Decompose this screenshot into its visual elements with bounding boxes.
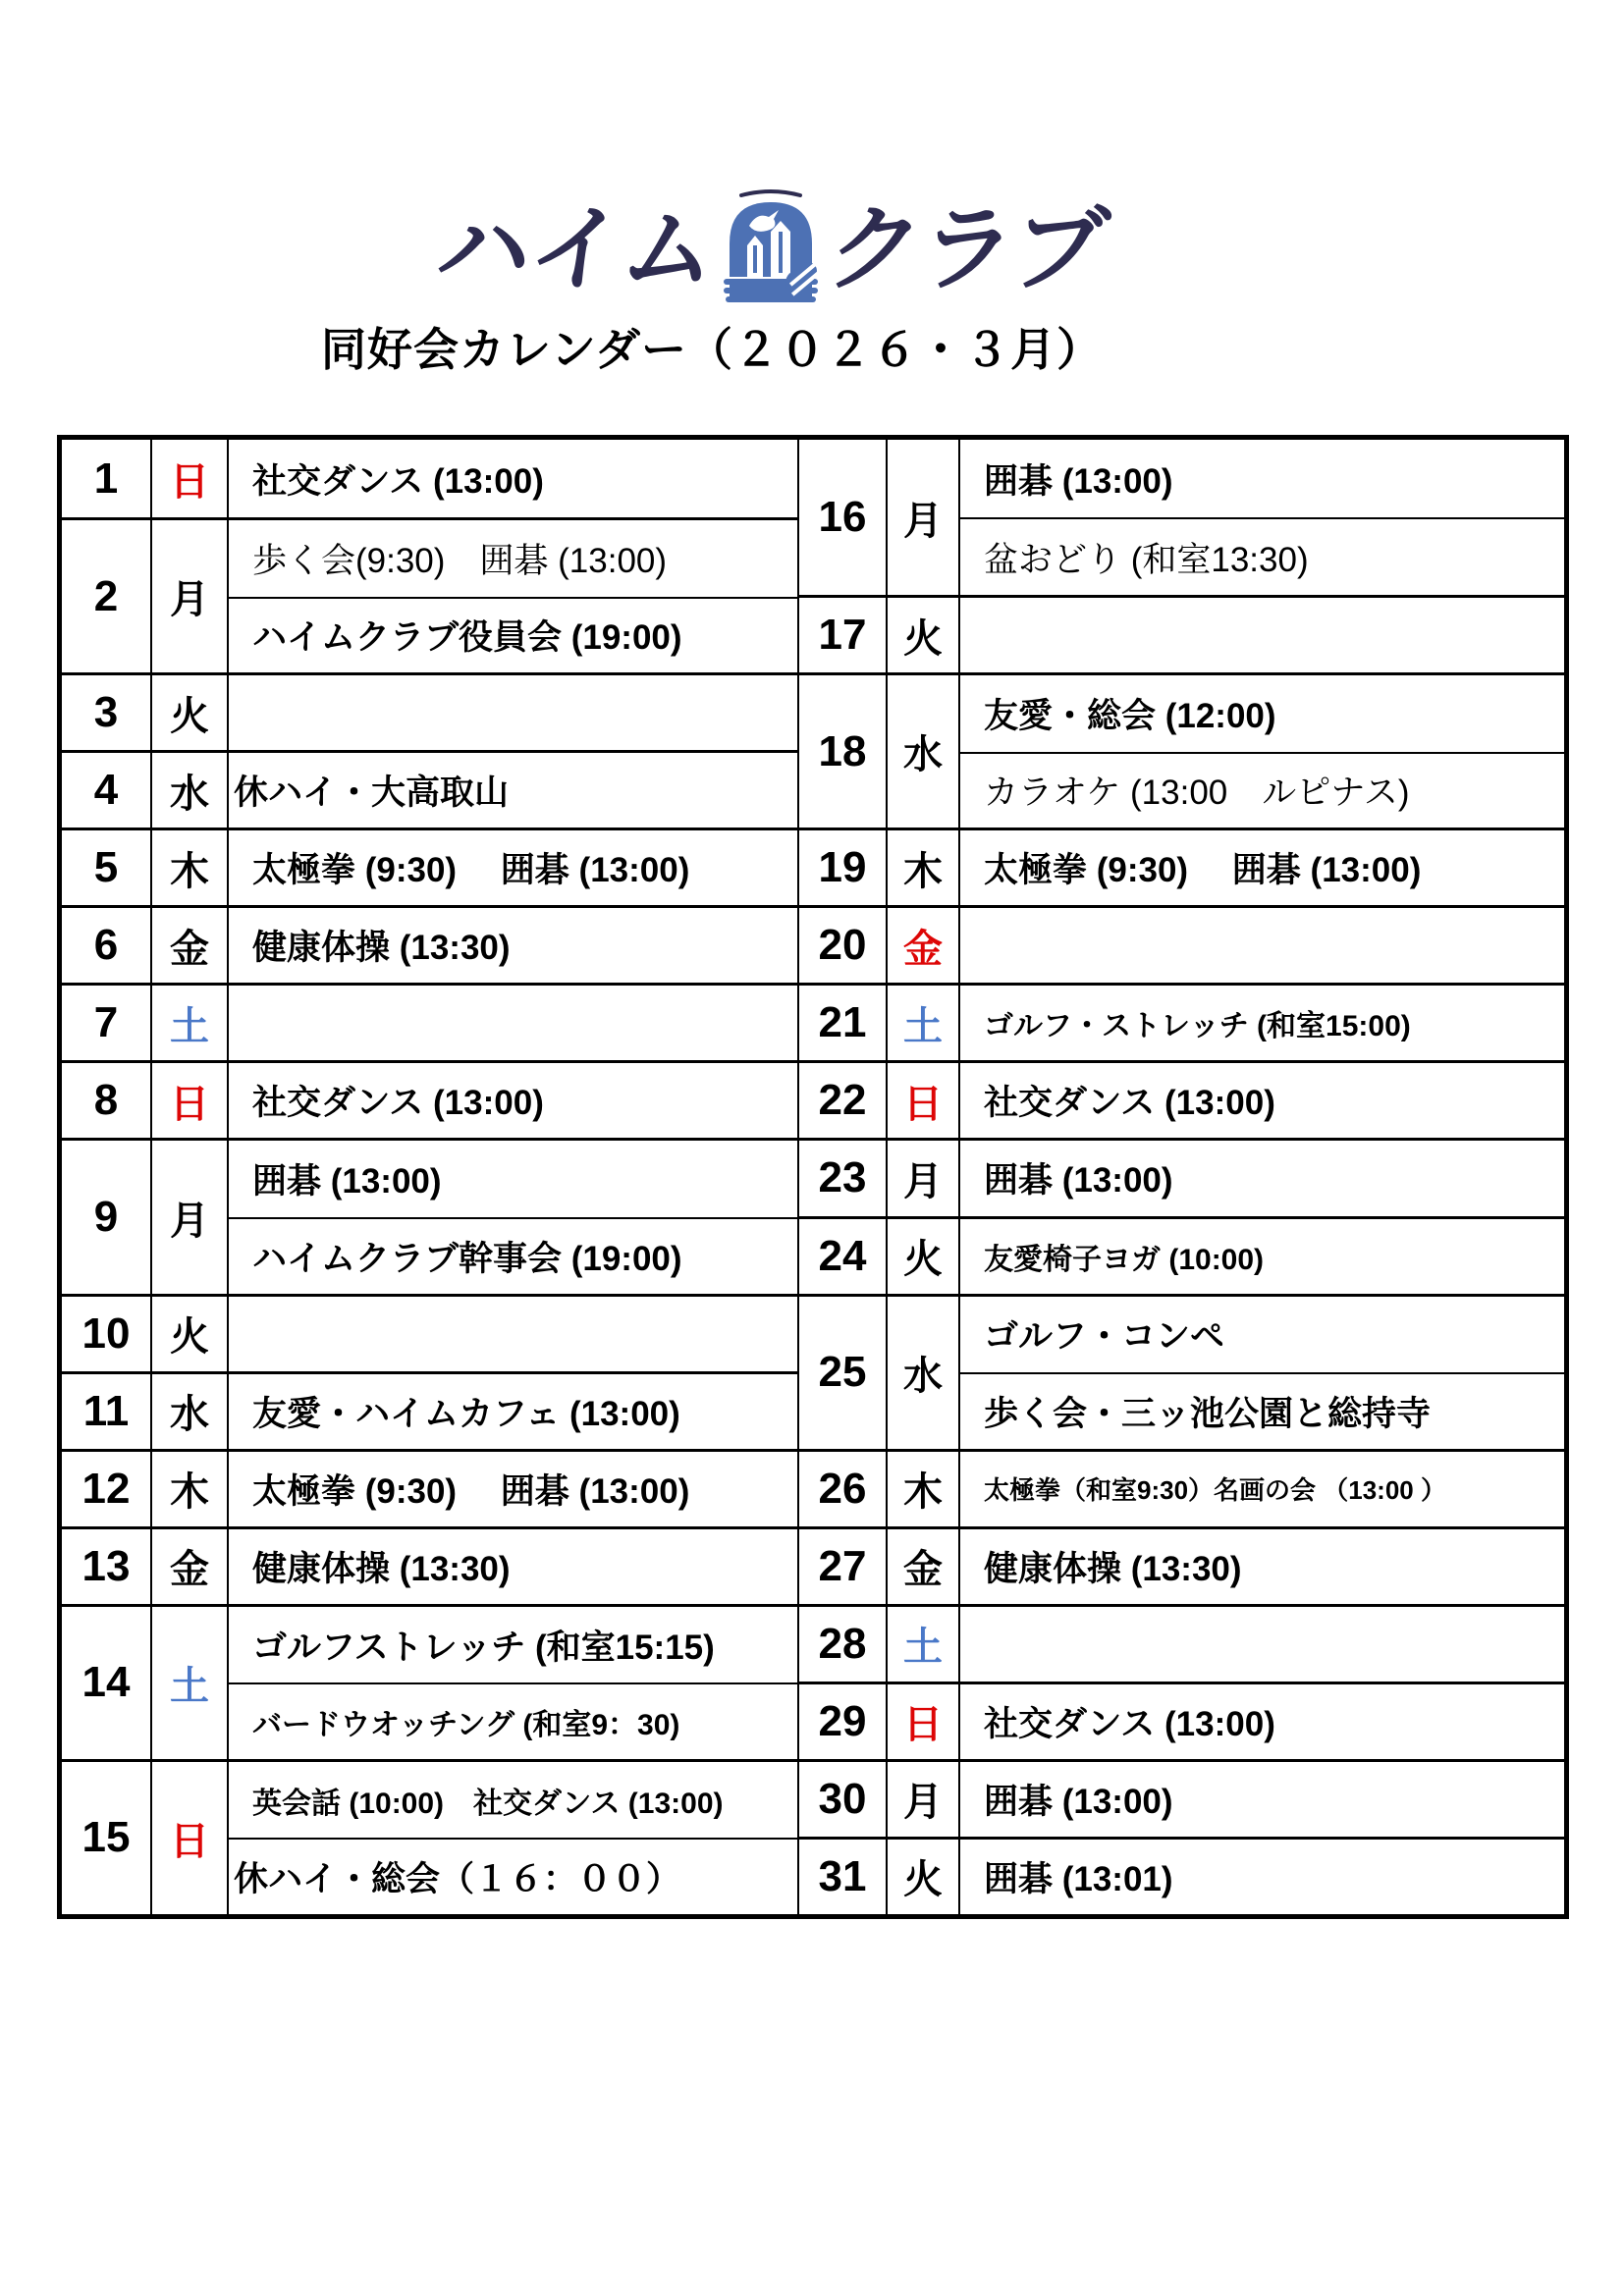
event-cell: 盆おどり (和室13:30): [960, 517, 1564, 595]
day-events: [229, 1141, 797, 1293]
day-row-8: [62, 1060, 797, 1138]
day-row-16: [799, 440, 1564, 595]
weekday-label: 日: [152, 440, 229, 517]
day-events: [229, 1529, 797, 1604]
weekday-label: 日: [888, 1063, 960, 1138]
day-number: 29: [799, 1684, 888, 1759]
day-number: 9: [62, 1141, 152, 1293]
day-number: 16: [799, 440, 888, 595]
heim-club-logo: [0, 188, 1542, 312]
day-events: [229, 440, 797, 517]
weekday-label: 月: [888, 1762, 960, 1837]
day-row-17: [799, 595, 1564, 672]
day-row-10: [62, 1294, 797, 1371]
event-cell-empty: [960, 1607, 1564, 1682]
day-events: [229, 908, 797, 983]
event-cell: 友愛・総会 (12:00): [984, 696, 1276, 735]
day-number: 5: [62, 830, 152, 905]
weekday-label: 木: [152, 1452, 229, 1526]
event-cell-empty: [229, 1297, 797, 1371]
weekday-label: 金: [152, 1529, 229, 1604]
day-number: 3: [62, 675, 152, 750]
event-cell: ゴルフ・コンペ: [984, 1317, 1225, 1357]
weekday-label: 金: [888, 1529, 960, 1604]
event-cell: 友愛・ハイムカフェ (13:00): [252, 1394, 680, 1433]
day-events: [960, 1529, 1564, 1604]
weekday-label: 火: [888, 1840, 960, 1914]
day-row-6: [62, 905, 797, 983]
weekday-label: 日: [888, 1684, 960, 1759]
day-events: [960, 1840, 1564, 1914]
event-cell: 囲碁 (13:00): [984, 1782, 1173, 1821]
day-row-30: [799, 1759, 1564, 1837]
event-cell: 太極拳 (9:30) 囲碁 (13:00): [252, 851, 690, 890]
event-cell: 健康体操 (13:30): [252, 929, 511, 968]
event-cell: 歩く会・三ッ池公園と総持寺: [960, 1372, 1564, 1449]
event-cell: 友愛椅子ヨガ (10:00): [984, 1243, 1265, 1276]
weekday-label: 火: [888, 598, 960, 672]
day-number: 24: [799, 1219, 888, 1294]
club-calendar-table: [57, 435, 1569, 1919]
day-number: 14: [62, 1607, 152, 1759]
weekday-label: 月: [888, 1141, 960, 1215]
day-number: 22: [799, 1063, 888, 1138]
logo-text-left: ハイム: [430, 197, 721, 302]
event-cell: 太極拳（和室9:30）名画の会 （13:00 ）: [984, 1475, 1446, 1506]
day-events: [960, 986, 1564, 1060]
day-number: 10: [62, 1297, 152, 1371]
day-row-3: [62, 672, 797, 750]
day-row-1: [62, 440, 797, 517]
event-cell: 太極拳 (9:30) 囲碁 (13:00): [984, 851, 1422, 890]
day-events: [229, 1607, 797, 1759]
day-row-2: [62, 517, 797, 672]
weekday-label: 木: [152, 830, 229, 905]
event-cell: 社交ダンス (13:00): [984, 1704, 1275, 1743]
day-row-23: [799, 1138, 1564, 1215]
day-row-9: [62, 1138, 797, 1293]
day-events: [229, 830, 797, 905]
day-number: 17: [799, 598, 888, 672]
day-events: [960, 1684, 1564, 1759]
heim-club-emblem-icon: [720, 188, 822, 312]
event-cell: カラオケ (13:00 ルピナス): [960, 752, 1564, 828]
day-events: [960, 1762, 1564, 1837]
day-events: [960, 1297, 1564, 1449]
weekday-label: 土: [152, 1607, 229, 1759]
day-number: 11: [62, 1374, 152, 1449]
day-events: [960, 598, 1564, 672]
day-number: 18: [799, 675, 888, 828]
day-row-29: [799, 1682, 1564, 1759]
day-number: 8: [62, 1063, 152, 1138]
event-cell: 囲碁 (13:01): [984, 1859, 1173, 1898]
event-cell-empty: [960, 598, 1564, 672]
day-row-4: [62, 750, 797, 828]
day-events: [960, 1452, 1564, 1526]
day-number: 28: [799, 1607, 888, 1682]
day-row-24: [799, 1216, 1564, 1294]
event-cell: 健康体操 (13:30): [252, 1549, 511, 1588]
day-row-12: [62, 1449, 797, 1526]
day-row-13: [62, 1526, 797, 1604]
day-events: [229, 1374, 797, 1449]
day-row-31: [799, 1837, 1564, 1914]
event-cell: 社交ダンス (13:00): [984, 1084, 1275, 1123]
weekday-label: 水: [152, 1374, 229, 1449]
weekday-label: 水: [888, 1297, 960, 1449]
page-title: 同好会カレンダー（２０２６・３月）: [320, 324, 1103, 375]
day-number: 26: [799, 1452, 888, 1526]
event-cell: 囲碁 (13:00): [984, 1161, 1173, 1201]
day-row-21: [799, 983, 1564, 1060]
calendar-right-half: [799, 440, 1564, 1914]
day-events: [960, 1219, 1564, 1294]
day-row-22: [799, 1060, 1564, 1138]
logo-text-right: クラブ: [821, 197, 1111, 302]
event-cell: 社交ダンス (13:00): [252, 1084, 544, 1123]
event-cell: 囲碁 (13:00): [252, 1162, 442, 1201]
day-number: 15: [62, 1762, 152, 1914]
event-cell: バードウオッチング (和室9：30): [229, 1682, 797, 1759]
day-events: [229, 1762, 797, 1914]
day-row-20: [799, 905, 1564, 983]
day-events: [960, 1141, 1564, 1215]
day-number: 31: [799, 1840, 888, 1914]
day-events: [229, 1063, 797, 1138]
event-cell-empty: [229, 986, 797, 1060]
day-number: 30: [799, 1762, 888, 1837]
day-events: [229, 520, 797, 672]
weekday-label: 水: [888, 675, 960, 828]
weekday-label: 日: [152, 1063, 229, 1138]
day-row-19: [799, 828, 1564, 905]
event-cell: 囲碁 (13:00): [984, 461, 1173, 501]
weekday-label: 日: [152, 1762, 229, 1914]
day-row-7: [62, 983, 797, 1060]
day-number: 13: [62, 1529, 152, 1604]
weekday-label: 金: [152, 908, 229, 983]
event-cell-empty: [229, 675, 797, 750]
event-cell: ハイムクラブ幹事会 (19:00): [229, 1217, 797, 1294]
event-cell: ゴルフストレッチ (和室15:15): [252, 1628, 715, 1667]
day-number: 21: [799, 986, 888, 1060]
weekday-label: 月: [152, 1141, 229, 1293]
event-cell: ゴルフ・ストレッチ (和室15:00): [984, 1010, 1411, 1043]
day-events: [960, 1063, 1564, 1138]
day-number: 2: [62, 520, 152, 672]
weekday-label: 金: [888, 908, 960, 983]
day-number: 7: [62, 986, 152, 1060]
weekday-label: 火: [888, 1219, 960, 1294]
event-cell: 太極拳 (9:30) 囲碁 (13:00): [252, 1471, 690, 1511]
day-row-5: [62, 828, 797, 905]
event-cell: 社交ダンス (13:00): [252, 461, 544, 501]
weekday-label: 火: [152, 1297, 229, 1371]
day-number: 23: [799, 1141, 888, 1215]
day-events: [960, 908, 1564, 983]
day-row-28: [799, 1604, 1564, 1682]
day-events: [229, 1452, 797, 1526]
event-cell: ハイムクラブ役員会 (19:00): [229, 597, 797, 673]
event-cell: 健康体操 (13:30): [984, 1549, 1242, 1588]
day-number: 4: [62, 753, 152, 828]
day-number: 6: [62, 908, 152, 983]
day-events: [960, 440, 1564, 595]
day-events: [960, 675, 1564, 828]
event-cell-empty: [960, 908, 1564, 983]
day-number: 25: [799, 1297, 888, 1449]
day-number: 20: [799, 908, 888, 983]
weekday-label: 土: [888, 1607, 960, 1682]
event-cell: 休ハイ・大高取山: [234, 774, 510, 813]
day-events: [960, 830, 1564, 905]
weekday-label: 土: [152, 986, 229, 1060]
weekday-label: 火: [152, 675, 229, 750]
day-events: [229, 986, 797, 1060]
day-row-11: [62, 1371, 797, 1449]
day-row-15: [62, 1759, 797, 1914]
weekday-label: 水: [152, 753, 229, 828]
day-number: 1: [62, 440, 152, 517]
event-cell: 歩く会(9:30) 囲碁 (13:00): [252, 541, 668, 580]
day-events: [229, 753, 797, 828]
day-events: [229, 1297, 797, 1371]
day-number: 27: [799, 1529, 888, 1604]
weekday-label: 木: [888, 1452, 960, 1526]
day-events: [229, 675, 797, 750]
day-events: [960, 1607, 1564, 1682]
event-cell: 英会話 (10:00) 社交ダンス (13:00): [252, 1787, 724, 1820]
weekday-label: 月: [152, 520, 229, 672]
weekday-label: 木: [888, 830, 960, 905]
day-row-14: [62, 1604, 797, 1759]
calendar-left-half: [62, 440, 799, 1914]
day-row-25: [799, 1294, 1564, 1449]
day-row-26: [799, 1449, 1564, 1526]
event-cell: 休ハイ・総会（１６：００）: [229, 1838, 797, 1914]
day-number: 12: [62, 1452, 152, 1526]
day-number: 19: [799, 830, 888, 905]
day-row-18: [799, 672, 1564, 828]
weekday-label: 月: [888, 440, 960, 595]
day-row-27: [799, 1526, 1564, 1604]
weekday-label: 土: [888, 986, 960, 1060]
